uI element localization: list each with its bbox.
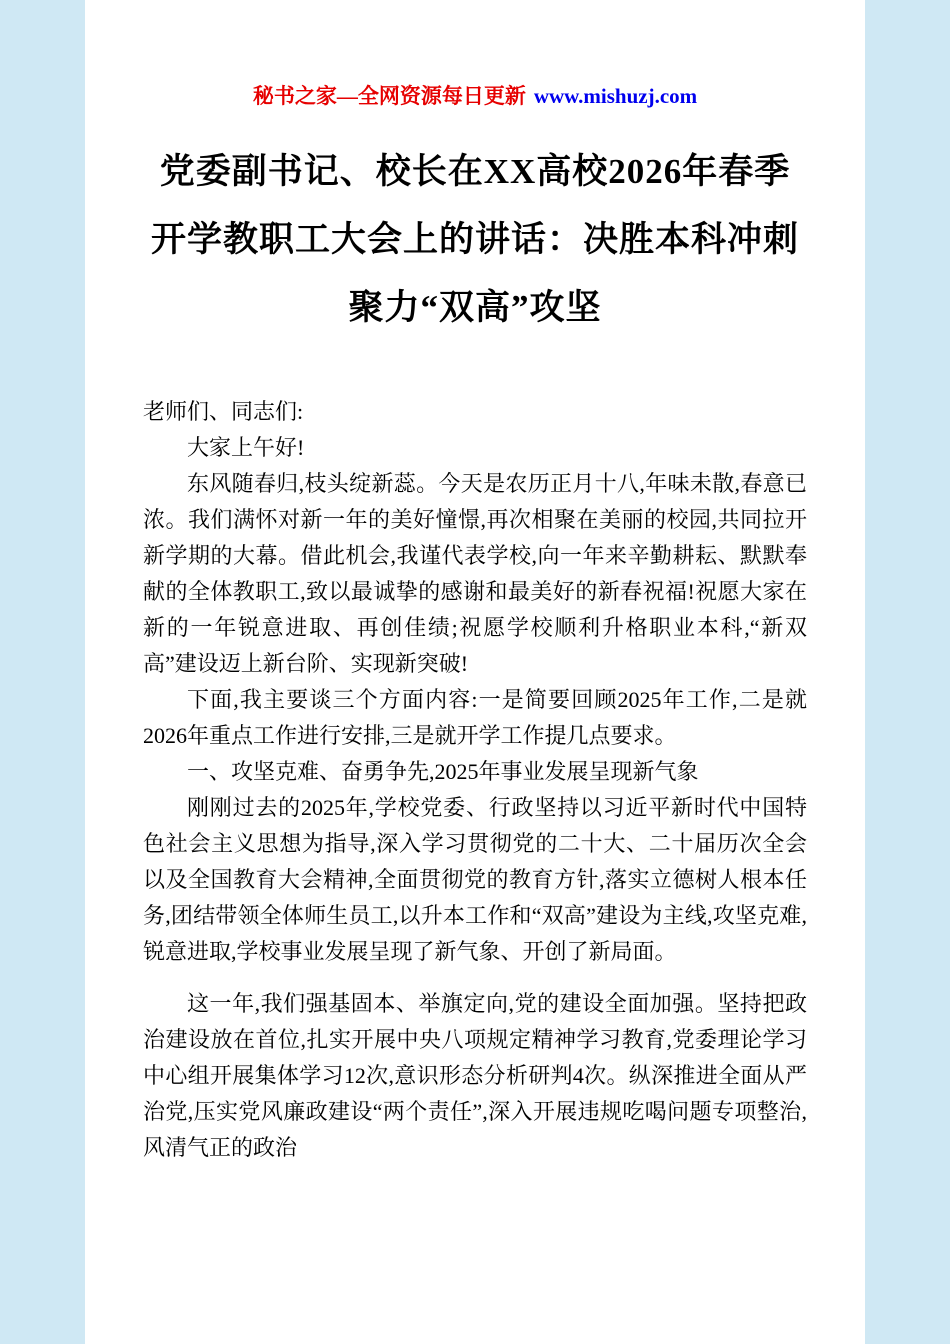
document-title-line-1: 党委副书记、校长在XX高校2026年春季 <box>159 152 791 191</box>
review-2025-paragraph: 刚刚过去的2025年,学校党委、行政坚持以习近平新时代中国特色社会主义思想为指导,深入学习贯彻党的二十大、二十届历次全会以及全国教育大会精神,全面贯彻党的教育方针,落实立德树人根本任务,团结带领全体师生员工,以升本工作和“双高”建设为主线,攻坚克难,锐意进取,学校事业发展呈现了新气象、开创了新局面。 <box>143 795 807 964</box>
party-building-paragraph: 这一年,我们强基固本、举旗定向,党的建设全面加强。坚持把政治建设放在首位,扎实开展中央八项规定精神学习教育,党委理论学习中心组开展集体学习12次,意识形态分析研判4次。纵深推进全面从严治党,压实党风廉政建设“两个责任”,深入开展违规吃喝问题专项整治,风清气正的政治 <box>143 991 807 1160</box>
greeting-paragraph: 大家上午好! <box>187 435 305 460</box>
outline-paragraph: 下面,我主要谈三个方面内容:一是简要回顾2025年工作,二是就2026年重点工作进行安排,三是就开学工作提几点要求。 <box>143 687 807 748</box>
salutation-paragraph: 老师们、同志们: <box>143 399 304 424</box>
document-page <box>85 0 865 1344</box>
document-body <box>143 394 807 1166</box>
document-title-line-3: 聚力“双高”攻坚 <box>348 288 602 327</box>
site-header <box>143 80 807 110</box>
section-heading-1: 一、攻坚克难、奋勇争先,2025年事业发展呈现新气象 <box>187 759 699 784</box>
opening-paragraph: 东风随春归,枝头绽新蕊。今天是农历正月十八,年味未散,春意已浓。我们满怀对新一年的美好憧憬,再次相聚在美丽的校园,共同拉开新学期的大幕。借此机会,我谨代表学校,向一年来辛勤耕耘、默默奉献的全体教职工,致以最诚挚的感谢和最美好的新春祝福!祝愿大家在新的一年锐意进取、再创佳绩;祝愿学校顺利升格职业本科,“新双高”建设迈上新台阶、实现新突破! <box>143 471 807 676</box>
site-name: 秘书之家 <box>252 84 337 108</box>
site-tagline: —全网资源每日更新 <box>336 84 526 108</box>
document-title-line-2: 开学教职工大会上的讲话：决胜本科冲刺 <box>150 220 799 259</box>
site-url-link[interactable]: www.mishuzj.com <box>533 84 698 108</box>
document-title <box>143 138 807 342</box>
